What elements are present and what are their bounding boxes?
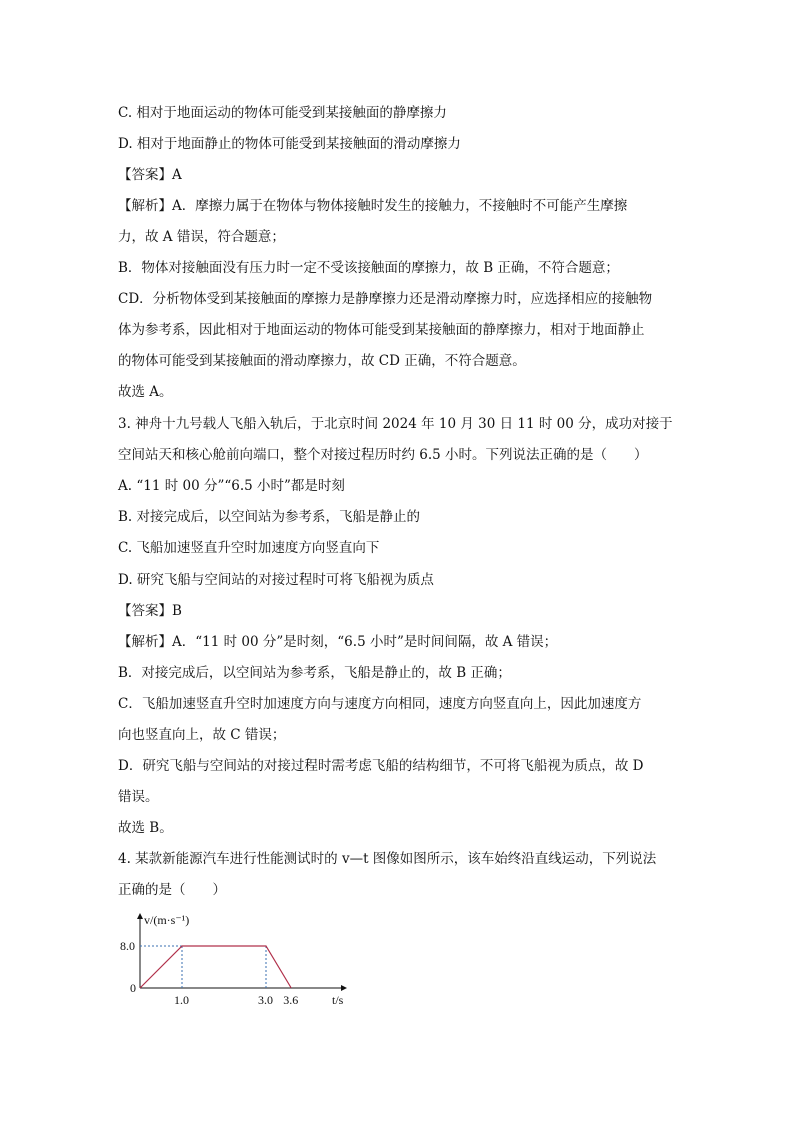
text-line: 【解析】A．“11 时 00 分”是时刻，“6.5 小时”是时间间隔，故 A 错误；: [118, 634, 558, 650]
text-line: 【解析】A．摩擦力属于在物体与物体接触时发生的接触力，不接触时不可能产生摩擦: [118, 198, 628, 214]
x-axis-label: t/s: [332, 993, 344, 1007]
text-line: C．飞船加速竖直升空时加速度方向与速度方向相同，速度方向竖直向上，因此加速度方: [118, 696, 642, 712]
text-line: B．对接完成后，以空间站为参考系，飞船是静止的，故 B 正确；: [118, 665, 511, 681]
text-line: D. 相对于地面静止的物体可能受到某接触面的滑动摩擦力: [118, 136, 461, 152]
text-line: B．物体对接触面没有压力时一定不受该接触面的摩擦力，故 B 正确，不符合题意；: [118, 260, 619, 276]
text-line: A. “11 时 00 分”“6.5 小时”都是时刻: [118, 478, 345, 494]
text-line: C. 相对于地面运动的物体可能受到某接触面的静摩擦力: [118, 105, 447, 121]
text-line: 4. 某款新能源汽车进行性能测试时的 v—t 图像如图所示，该车始终沿直线运动，下列说法: [118, 851, 657, 867]
text-line: D．研究飞船与空间站的对接过程时需考虑飞船的结构细节，不可将飞船视为质点，故 D: [118, 758, 644, 774]
velocity-line: [140, 946, 291, 988]
text-line: B. 对接完成后，以空间站为参考系，飞船是静止的: [118, 509, 421, 525]
text-line: 空间站天和核心舱前向端口，整个对接过程历时约 6.5 小时。下列说法正确的是（ ）: [118, 447, 648, 463]
text-line: 故选 B。: [118, 820, 173, 836]
text-line: CD．分析物体受到某接触面的摩擦力是静摩擦力还是滑动摩擦力时，应选择相应的接触物: [118, 291, 653, 307]
x-tick-label: 3.0: [258, 993, 273, 1007]
text-line: 体为参考系，因此相对于地面运动的物体可能受到某接触面的静摩擦力，相对于地面静止: [118, 322, 645, 338]
text-line: 的物体可能受到某接触面的滑动摩擦力，故 CD 正确，不符合题意。: [118, 353, 526, 369]
text-line: C. 飞船加速竖直升空时加速度方向竖直向下: [118, 540, 380, 556]
y-axis-label: v/(m·s⁻¹): [144, 913, 190, 927]
text-line: 正确的是（ ）: [118, 882, 226, 898]
text-line: 【答案】B: [118, 603, 182, 619]
text-line: 【答案】A: [118, 167, 182, 183]
text-line: 3. 神舟十九号载人飞船入轨后，于北京时间 2024 年 10 月 30 日 11 时 00 分，成功对接于: [118, 416, 673, 432]
v-t-graph: [120, 908, 368, 1008]
text-line: D. 研究飞船与空间站的对接过程时可将飞船视为质点: [118, 572, 434, 588]
text-line: 错误。: [118, 789, 159, 805]
text-line: 故选 A。: [118, 384, 173, 400]
y-tick-label: 8.0: [120, 939, 135, 953]
x-tick-label: 1.0: [174, 993, 189, 1007]
x-tick-label: 3.6: [283, 993, 299, 1007]
text-line: 力，故 A 错误，符合题意；: [118, 229, 285, 245]
text-line: 向也竖直向上，故 C 错误；: [118, 727, 286, 743]
origin-label: 0: [130, 981, 136, 995]
